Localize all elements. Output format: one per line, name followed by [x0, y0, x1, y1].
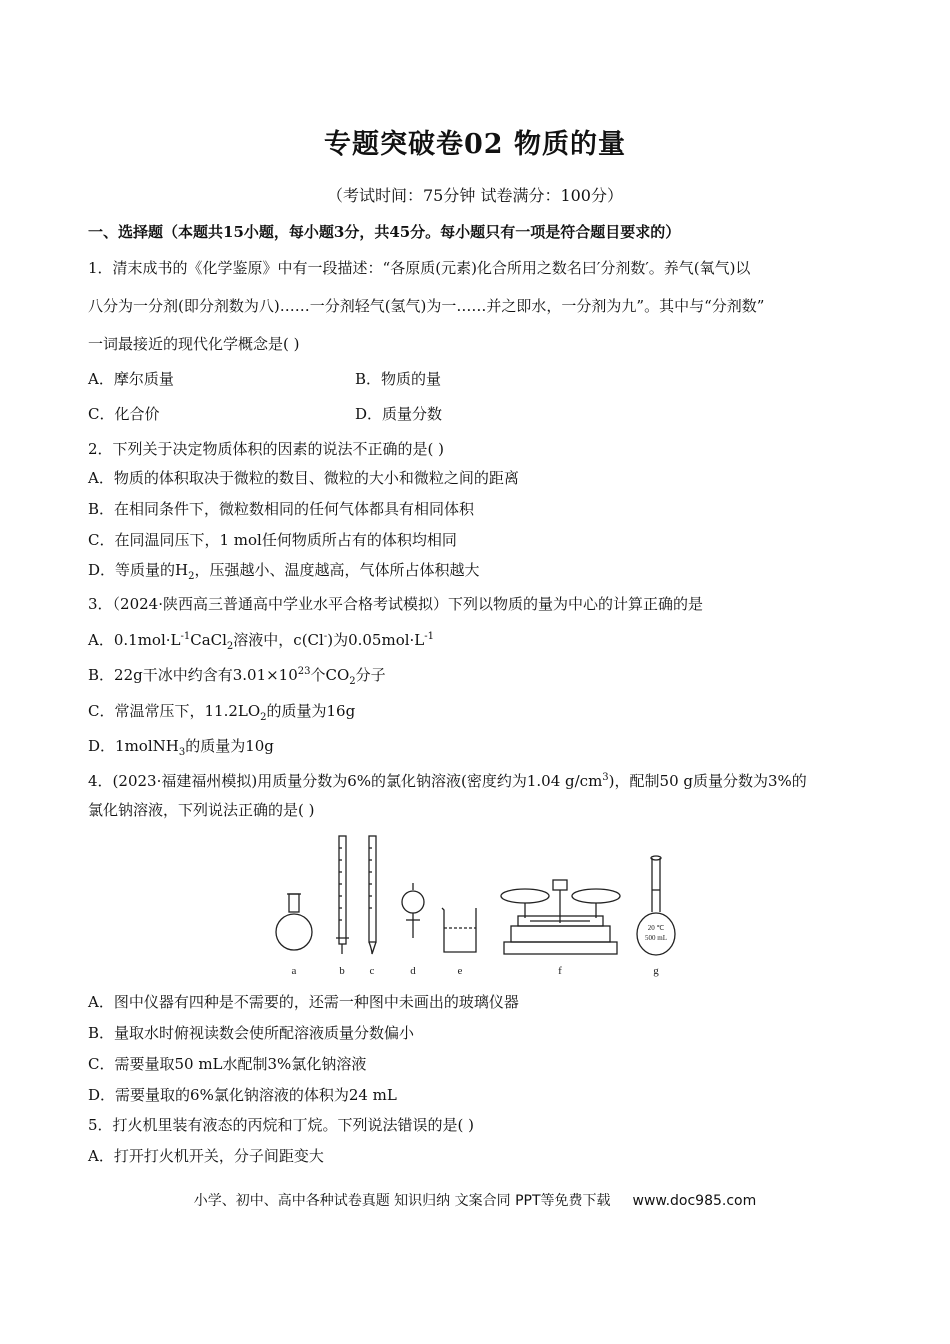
q5-stem: 5．打火机里装有液态的丙烷和丁烷。下列说法错误的是( ) [88, 1116, 475, 1134]
page-footer [0, 1190, 950, 1210]
round-bottom-flask-icon [276, 894, 312, 950]
q1-option-b: B．物质的量 [355, 370, 442, 388]
figure-label-d: d [410, 965, 416, 977]
footer-url[interactable]: www.doc985.com [632, 1193, 757, 1209]
q1-option-c: C．化合价 [88, 405, 160, 423]
figure-label-f: f [558, 965, 562, 977]
figure-label-g: g [653, 965, 659, 977]
figure-label-a: a [291, 965, 297, 977]
q1-option-a: A．摩尔质量 [88, 370, 174, 388]
section-heading: 一、选择题（本题共15小题，每小题3分，共45分。每小题只有一项是符合题目要求的） [88, 223, 681, 241]
q4-stem-line-1: 4．(2023·福建福州模拟)用质量分数为6%的氯化钠溶液(密度约为1.04 $g/cm^3$)，配制50 g质量分数为3%的 [88, 772, 807, 790]
burette-icon [369, 836, 376, 954]
q1-stem-line-1: 1．清末成书的《化学鉴原》中有一段描述：“各原质(元素)化合所用之数名曰′分剂数′。养气(氧气)以 [88, 259, 751, 277]
q4-option-a: A．图中仪器有四种是不需要的，还需一种图中未画出的玻璃仪器 [88, 993, 519, 1011]
figure-label-c: c [369, 965, 375, 977]
q1-options-row-1 [88, 369, 174, 389]
q1-option-d: D．质量分数 [355, 405, 443, 423]
q4-option-b: B．量取水时俯视读数会使所配溶液质量分数偏小 [88, 1024, 415, 1042]
q4-option-c: C．需要量取50 mL水配制3%氯化钠溶液 [88, 1055, 367, 1073]
beaker-icon [442, 908, 476, 952]
q2-option-d: D．等质量的$H_2$，压强越小、温度越高，气体所占体积越大 [88, 561, 480, 582]
q1-stem-line-3: 一词最接近的现代化学概念是( ) [88, 335, 300, 353]
footer-text: 小学、初中、高中各种试卷真题 知识归纳 文案合同 PPT等免费下载 [193, 1193, 611, 1209]
burette-icon [336, 836, 349, 954]
q3-option-a: A．$0.1mol\cdot L^{-1}CaCl_2$溶液中，c(Cl-)为$0.05mol\cdot L^{-1}$ [88, 631, 435, 652]
q2-option-c: C．在同温同压下，1 mol任何物质所占有的体积均相同 [88, 531, 457, 549]
q5-option-a: A．打开打火机开关，分子间距变大 [88, 1147, 324, 1165]
separatory-funnel-icon [402, 883, 424, 938]
q3-option-c: C．常温常压下，$11.2LO_2$的质量为16g [88, 702, 356, 723]
figure-label-e: e [457, 965, 463, 977]
q3-option-b: B．22g干冰中约含有$3.01\times 10^{23}$个$CO_2$分子 [88, 666, 386, 687]
q3-option-d: D．1molNH$_3$的质量为10g [88, 737, 274, 758]
q2-option-a: A．物质的体积取决于微粒的数目、微粒的大小和微粒之间的距离 [88, 469, 519, 487]
page-title: 专题突破卷02 物质的量 [324, 129, 626, 160]
q2-option-b: B．在相同条件下，微粒数相同的任何气体都具有相同体积 [88, 500, 475, 518]
q2-stem: 2．下列关于决定物质体积的因素的说法不正确的是( ) [88, 440, 445, 458]
exam-info: （考试时间：75分钟 试卷满分：100分） [327, 186, 623, 205]
flask-temperature-label: 20 ℃ [647, 924, 665, 932]
figure-label-b: b [339, 965, 345, 977]
q3-stem: 3．（2024·陕西高三普通高中学业水平合格考试模拟）下列以物质的量为中心的计算正确的是 [88, 595, 703, 613]
balance-scale-icon [501, 880, 620, 954]
q4-option-d: D．需要量取的6%氯化钠溶液的体积为24 mL [88, 1086, 397, 1104]
flask-volume-label: 500 mL [645, 934, 667, 942]
lab-apparatus-figure [268, 828, 688, 980]
q1-stem-line-2: 八分为一分剂(即分剂数为八)……一分剂轻气(氢气)为一……并之即水，一分剂为九”。其中与“分剂数” [88, 297, 765, 315]
q4-stem-line-2: 氯化钠溶液，下列说法正确的是( ) [88, 801, 315, 819]
